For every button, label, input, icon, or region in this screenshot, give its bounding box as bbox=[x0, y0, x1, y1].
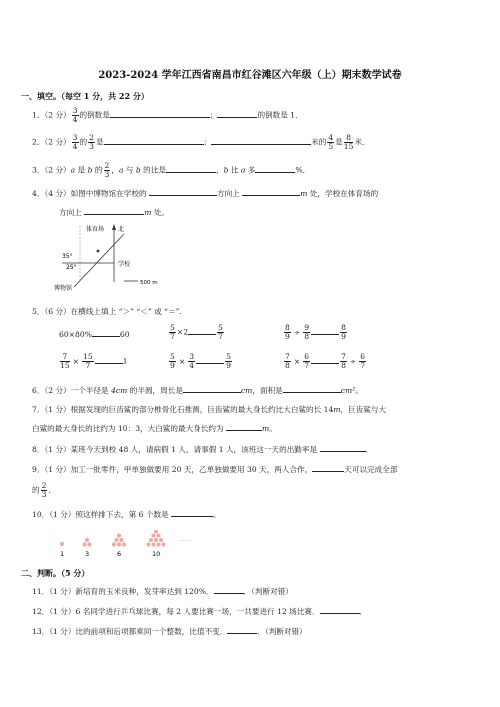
compare-item: $\frac{5}{9}$ × $\frac{3}{4}$ $\frac{5}{9}$ bbox=[170, 352, 231, 370]
answer-blank[interactable] bbox=[312, 463, 344, 472]
answer-blank[interactable] bbox=[188, 326, 216, 335]
compare-item: 60×80% 60 bbox=[59, 330, 130, 339]
question-number: 12．（1 分） bbox=[32, 607, 76, 616]
question-4: 4．（4 分）如图中博物馆在学校的 方向上 m 处，学校在体育场的 bbox=[32, 189, 379, 198]
pattern-label-3: 3 bbox=[85, 550, 90, 558]
question-4-line-2: 方向上 m 处。 bbox=[59, 208, 170, 217]
answer-blank[interactable] bbox=[283, 384, 341, 393]
answer-blank[interactable] bbox=[217, 109, 257, 118]
question-11: 11．（1 分）新培育的玉米良种，发芽率达到 120%． ．（判断对错） bbox=[32, 587, 293, 596]
question-number: 13．（1 分） bbox=[32, 627, 76, 636]
label-north: 北 bbox=[118, 226, 125, 233]
answer-blank[interactable] bbox=[92, 328, 120, 337]
question-number: 8．（1 分） bbox=[32, 445, 71, 454]
pattern-label-6: 6 bbox=[117, 550, 122, 558]
answer-blank[interactable] bbox=[166, 164, 216, 173]
answer-blank[interactable] bbox=[242, 187, 300, 196]
label-school: 学校 bbox=[118, 261, 131, 268]
answer-blank[interactable] bbox=[255, 164, 295, 173]
dot-group-6 bbox=[112, 533, 126, 546]
route-line bbox=[74, 234, 124, 287]
answer-blank[interactable] bbox=[311, 355, 339, 364]
label-angle-25: 25° bbox=[66, 264, 77, 271]
answer-blank[interactable] bbox=[104, 136, 204, 145]
page-title: 2023-2024 学年江西省南昌市红谷滩区六年级（上）期末数学试卷 bbox=[98, 70, 402, 81]
dot-group-3 bbox=[82, 538, 91, 547]
question-number: 6．（2 分） bbox=[32, 386, 71, 395]
question-9-line-2: 的 $\frac{2}{3}$ ． bbox=[32, 481, 57, 499]
answer-blank[interactable] bbox=[320, 605, 360, 614]
question-number: 7．（1 分） bbox=[32, 405, 71, 414]
question-number: 4．（4 分） bbox=[32, 189, 71, 198]
answer-blank[interactable] bbox=[183, 384, 241, 393]
answer-blank[interactable] bbox=[196, 355, 224, 364]
question-number: 10．（1 分） bbox=[32, 510, 76, 519]
answer-blank[interactable] bbox=[311, 326, 339, 335]
question-1: 1．（2 分） $\frac{3}{4}$ 的倒数是 ； 的倒数是 1． bbox=[32, 106, 303, 124]
question-7: 7．（1 分）根据发现的巨齿鲨的部分椎骨化石推测，巨齿鲨的最大身长约比大白鲨的长 14m，巨齿鲨与大 bbox=[32, 405, 387, 414]
answer-blank[interactable] bbox=[110, 109, 210, 118]
label-museum: 博物馆 bbox=[54, 285, 73, 292]
scale-label: 500 m bbox=[140, 280, 158, 286]
label-stadium: 体育场 bbox=[86, 226, 105, 233]
question-12: 12．（1 分）6 名同学进行乒乓球比赛，每 2 人要比赛一场，一共要进行 12 场比赛． ． bbox=[32, 607, 368, 616]
fraction: $\frac{2}{3}$ bbox=[89, 133, 94, 151]
answer-blank[interactable] bbox=[171, 508, 213, 517]
north-arrow-icon bbox=[112, 224, 116, 230]
question-number: 2．（2 分） bbox=[32, 137, 71, 147]
fraction: $\frac{8}{15}$ bbox=[343, 133, 354, 151]
question-5: 5．（6 分）在横线上填上 “＞” “＜” 或 “＝”. bbox=[32, 307, 182, 316]
question-2: 2．（2 分） $\frac{3}{4}$ 的 $\frac{2}{3}$ 是 ； 米的 $\frac{4}{5}$ 是 $\frac{8}{15}$ 米． bbox=[32, 133, 370, 151]
question-7-line-2: 白鲨的最大身长的比约为 10：3，大白鲨的最大身长约为 m。 bbox=[32, 424, 277, 433]
compare-item: $\frac{7}{8}$ × $\frac{6}{7}$ $\frac{7}{8}$ ÷ $\frac{6}{7}$ bbox=[285, 352, 366, 370]
question-9: 9．（1 分）加工一批零件，甲单独做要用 20 天，乙单独做要用 30 天，两人合作， 天可以完成全部 bbox=[32, 465, 398, 474]
point-marker bbox=[97, 250, 100, 253]
compare-item: $\frac{8}{9}$ ÷ $\frac{9}{8}$ $\frac{8}{9}$ bbox=[285, 323, 346, 341]
fraction: $\frac{3}{4}$ bbox=[72, 133, 78, 151]
compare-item: $\frac{7}{15}$ × $\frac{15}{7}$ 1 bbox=[60, 352, 128, 370]
compare-item: $\frac{5}{7}$ ×2 $\frac{5}{7}$ bbox=[170, 323, 223, 341]
question-10: 10．（1 分）照这样排下去，第 6 个数是 。 bbox=[32, 510, 221, 519]
question-number: 1．（2 分） bbox=[32, 110, 71, 120]
label-angle-35: 35° bbox=[62, 253, 73, 260]
question-6: 6．（2 分）一个半径是 4cm 的半圆，周长是 cm，面积是 cm²。 bbox=[32, 386, 363, 395]
dot-group-1 bbox=[60, 542, 64, 546]
pattern-ellipsis: …… bbox=[179, 536, 191, 543]
direction-map-figure bbox=[52, 222, 162, 294]
pattern-label-10: 10 bbox=[152, 550, 161, 558]
question-3: 3．（2 分）a 是 b 的 $\frac{2}{3}$ ，a 与 b 的比是 ，b 比 a 多 %． bbox=[32, 161, 311, 179]
question-number: 5．（6 分） bbox=[32, 307, 71, 316]
question-8: 8．（1 分）某班今天到校 48 人，请病假 1 人，请事假 1 人，该班这一天的出勤率是 ． bbox=[32, 445, 374, 454]
answer-blank[interactable] bbox=[214, 585, 244, 594]
fraction: $\frac{2}{3}$ bbox=[104, 161, 110, 179]
triangle-number-pattern bbox=[56, 530, 216, 558]
answer-blank[interactable] bbox=[320, 443, 366, 452]
fraction: $\frac{3}{4}$ bbox=[72, 106, 78, 124]
question-number: 3．（2 分） bbox=[32, 165, 71, 175]
dot-group-10 bbox=[147, 530, 166, 547]
answer-blank[interactable] bbox=[226, 422, 262, 431]
answer-blank[interactable] bbox=[84, 206, 144, 215]
question-13: 13．（1 分）比的前项和后项都乘同一个整数，比值不变． ．（判断对错） bbox=[32, 627, 307, 636]
section-heading-judge: 二、判断。（5 分） bbox=[21, 568, 90, 578]
answer-blank[interactable] bbox=[227, 625, 257, 634]
answer-blank[interactable] bbox=[149, 187, 217, 196]
pattern-label-1: 1 bbox=[60, 550, 65, 558]
question-number: 9．（1 分） bbox=[32, 465, 71, 474]
question-number: 11．（1 分） bbox=[32, 587, 76, 596]
fraction: $\frac{4}{5}$ bbox=[328, 133, 334, 151]
section-heading-fill: 一、填空。（每空 1 分，共 22 分） bbox=[21, 91, 149, 101]
fraction: $\frac{2}{3}$ bbox=[41, 481, 47, 499]
answer-blank[interactable] bbox=[211, 136, 311, 145]
answer-blank[interactable] bbox=[95, 355, 123, 364]
